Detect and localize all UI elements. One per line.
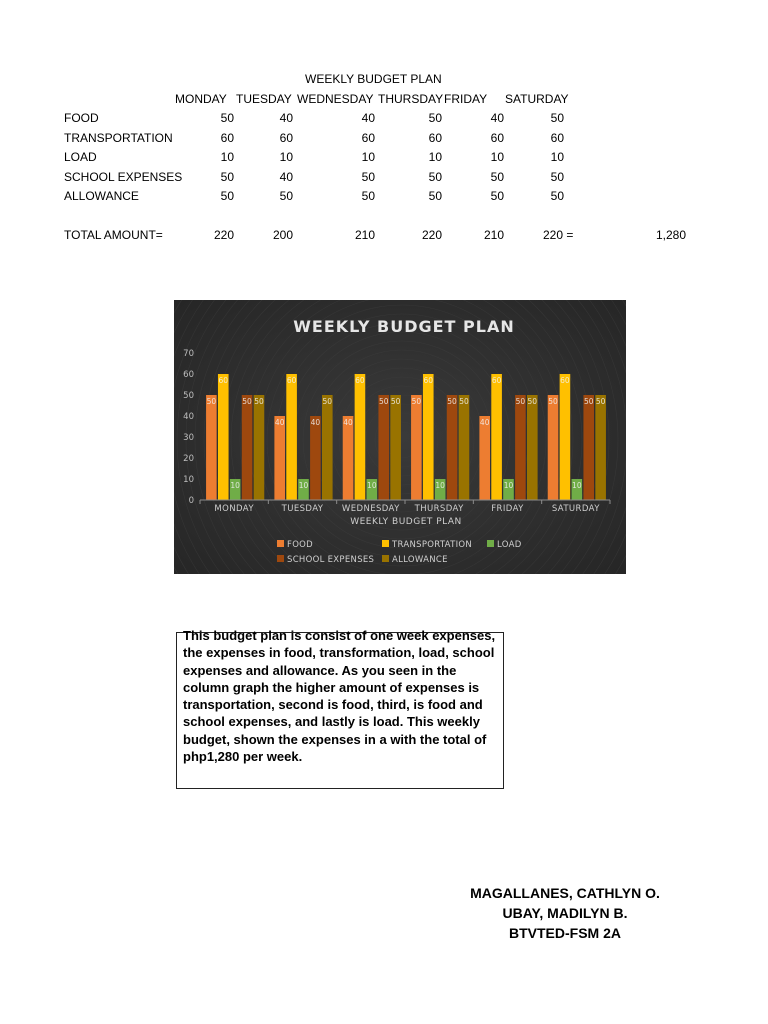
x-axis-title: WEEKLY BUDGET PLAN bbox=[350, 517, 462, 527]
bar bbox=[390, 395, 401, 500]
x-tick-label: SATURDAY bbox=[551, 504, 600, 514]
day-header-wednesday: WEDNESDAY bbox=[297, 92, 374, 106]
data-label: 40 bbox=[343, 418, 353, 427]
chart-svg bbox=[174, 300, 626, 574]
data-label: 50 bbox=[527, 397, 538, 406]
data-label: 50 bbox=[378, 397, 389, 406]
cell: 50 bbox=[361, 189, 375, 203]
data-label: 10 bbox=[435, 481, 445, 490]
x-tick-label: THURSDAY bbox=[414, 504, 464, 514]
bar bbox=[254, 395, 265, 500]
data-label: 50 bbox=[206, 397, 217, 406]
y-tick-label: 50 bbox=[183, 391, 194, 401]
legend-swatch bbox=[382, 540, 389, 547]
cell: 60 bbox=[428, 131, 442, 145]
data-label: 50 bbox=[390, 397, 401, 406]
row-label-school-expenses: SCHOOL EXPENSES bbox=[64, 170, 183, 184]
bar bbox=[286, 374, 297, 500]
description-box bbox=[176, 628, 504, 789]
data-label: 50 bbox=[459, 397, 469, 406]
chart-title: WEEKLY BUDGET PLAN bbox=[293, 317, 515, 336]
bar bbox=[447, 395, 458, 500]
legend-label: LOAD bbox=[497, 540, 522, 550]
bar bbox=[527, 395, 538, 500]
x-tick-label: TUESDAY bbox=[281, 504, 324, 514]
y-tick-label: 0 bbox=[188, 496, 194, 506]
data-label: 50 bbox=[322, 397, 333, 406]
data-label: 50 bbox=[595, 397, 606, 406]
total-cell: 220 bbox=[421, 228, 442, 242]
data-label: 40 bbox=[274, 418, 285, 427]
cell: 10 bbox=[550, 150, 564, 164]
author-2: UBAY, MADILYN B. bbox=[502, 905, 628, 921]
cell: 50 bbox=[279, 189, 293, 203]
cell: 10 bbox=[279, 150, 293, 164]
cell: 10 bbox=[428, 150, 442, 164]
cell: 40 bbox=[361, 111, 375, 125]
cell: 40 bbox=[279, 111, 293, 125]
bar bbox=[411, 395, 422, 500]
course: BTVTED-FSM 2A bbox=[509, 925, 621, 941]
bar bbox=[583, 395, 594, 500]
description-text: This budget plan is consist of one week expenses, the expenses in food, transformation, load, school expenses and allowance. As you seen in the column graph the higher amount of expenses is transportation, second is food, third, is food and school expenses, and lastly is load. This weekly budget, shown the expenses in a with the total of php1,280 per week. bbox=[183, 628, 496, 765]
row-label-allowance: ALLOWANCE bbox=[64, 189, 139, 203]
cell: 60 bbox=[550, 131, 564, 145]
data-label: 60 bbox=[491, 376, 502, 385]
cell: 50 bbox=[428, 170, 442, 184]
cell: 10 bbox=[220, 150, 234, 164]
bar bbox=[310, 416, 321, 500]
cell: 50 bbox=[220, 170, 234, 184]
legend-label: ALLOWANCE bbox=[392, 555, 448, 565]
legend-label: FOOD bbox=[287, 540, 314, 550]
bar bbox=[355, 374, 366, 500]
x-tick-label: MONDAY bbox=[214, 504, 254, 514]
cell: 50 bbox=[220, 189, 234, 203]
y-tick-label: 30 bbox=[183, 433, 194, 443]
cell: 50 bbox=[550, 170, 564, 184]
data-label: 60 bbox=[218, 376, 229, 385]
y-tick-label: 40 bbox=[183, 412, 194, 422]
cell: 40 bbox=[490, 111, 504, 125]
legend-label: TRANSPORTATION bbox=[392, 540, 473, 550]
row-label-load: LOAD bbox=[64, 150, 97, 164]
data-label: 10 bbox=[367, 481, 377, 490]
bar bbox=[322, 395, 333, 500]
budget-chart bbox=[174, 300, 626, 574]
legend-swatch bbox=[382, 555, 389, 562]
data-label: 60 bbox=[286, 376, 297, 385]
x-tick-label: WEDNESDAY bbox=[341, 504, 400, 514]
legend-swatch bbox=[487, 540, 494, 547]
bar bbox=[479, 416, 490, 500]
grand-total: 1,280 bbox=[655, 228, 686, 242]
data-label: 50 bbox=[254, 397, 264, 406]
total-cell: 220 = bbox=[543, 228, 574, 242]
day-header-friday: FRIDAY bbox=[444, 92, 488, 106]
bar bbox=[423, 374, 434, 500]
bar bbox=[560, 374, 571, 500]
row-label-transportation: TRANSPORTATION bbox=[64, 131, 173, 145]
data-label: 10 bbox=[572, 481, 582, 490]
data-label: 60 bbox=[423, 376, 434, 385]
legend-label: SCHOOL EXPENSES bbox=[287, 555, 375, 565]
legend-swatch bbox=[277, 540, 284, 547]
total-cell: 210 bbox=[483, 228, 504, 242]
legend-swatch bbox=[277, 555, 284, 562]
y-tick-label: 70 bbox=[183, 349, 194, 359]
cell: 50 bbox=[490, 170, 504, 184]
author-1: MAGALLANES, CATHLYN O. bbox=[470, 885, 660, 901]
data-label: 40 bbox=[310, 418, 321, 427]
cell: 50 bbox=[490, 189, 504, 203]
cell: 50 bbox=[361, 170, 375, 184]
cell: 60 bbox=[279, 131, 293, 145]
cell: 50 bbox=[550, 111, 564, 125]
total-cell: 210 bbox=[354, 228, 375, 242]
day-header-tuesday: TUESDAY bbox=[236, 92, 292, 106]
bar bbox=[218, 374, 229, 500]
data-label: 50 bbox=[411, 397, 422, 406]
cell: 50 bbox=[428, 189, 442, 203]
row-label-food: FOOD bbox=[64, 111, 99, 125]
data-label: 60 bbox=[560, 376, 570, 385]
data-label: 10 bbox=[230, 481, 240, 490]
bar bbox=[206, 395, 217, 500]
bar bbox=[343, 416, 354, 500]
bar bbox=[515, 395, 526, 500]
data-label: 10 bbox=[503, 481, 514, 490]
day-header-monday: MONDAY bbox=[175, 92, 227, 106]
cell: 50 bbox=[550, 189, 564, 203]
bar bbox=[548, 395, 559, 500]
cell: 60 bbox=[361, 131, 375, 145]
total-label: TOTAL AMOUNT= bbox=[64, 228, 163, 242]
day-header-saturday: SATURDAY bbox=[505, 92, 569, 106]
cell: 60 bbox=[220, 131, 234, 145]
data-label: 10 bbox=[298, 481, 309, 490]
bar bbox=[242, 395, 253, 500]
day-header-thursday: THURSDAY bbox=[378, 92, 444, 106]
cell: 50 bbox=[220, 111, 234, 125]
bar bbox=[459, 395, 470, 500]
data-label: 50 bbox=[515, 397, 526, 406]
bar bbox=[274, 416, 285, 500]
bar bbox=[491, 374, 502, 500]
cell: 40 bbox=[279, 170, 293, 184]
cell: 60 bbox=[490, 131, 504, 145]
cell: 10 bbox=[490, 150, 504, 164]
y-tick-label: 20 bbox=[183, 454, 194, 464]
y-tick-label: 60 bbox=[183, 370, 194, 380]
data-label: 50 bbox=[583, 397, 594, 406]
x-tick-label: FRIDAY bbox=[491, 504, 524, 514]
cell: 10 bbox=[361, 150, 375, 164]
data-label: 50 bbox=[447, 397, 457, 406]
bar bbox=[378, 395, 389, 500]
data-label: 60 bbox=[355, 376, 365, 385]
data-label: 40 bbox=[479, 418, 490, 427]
bar bbox=[595, 395, 606, 500]
y-tick-label: 10 bbox=[183, 475, 194, 485]
table-title: WEEKLY BUDGET PLAN bbox=[305, 72, 442, 86]
cell: 50 bbox=[428, 111, 442, 125]
total-cell: 200 bbox=[272, 228, 293, 242]
data-label: 50 bbox=[548, 397, 558, 406]
data-label: 50 bbox=[242, 397, 252, 406]
total-cell: 220 bbox=[213, 228, 234, 242]
